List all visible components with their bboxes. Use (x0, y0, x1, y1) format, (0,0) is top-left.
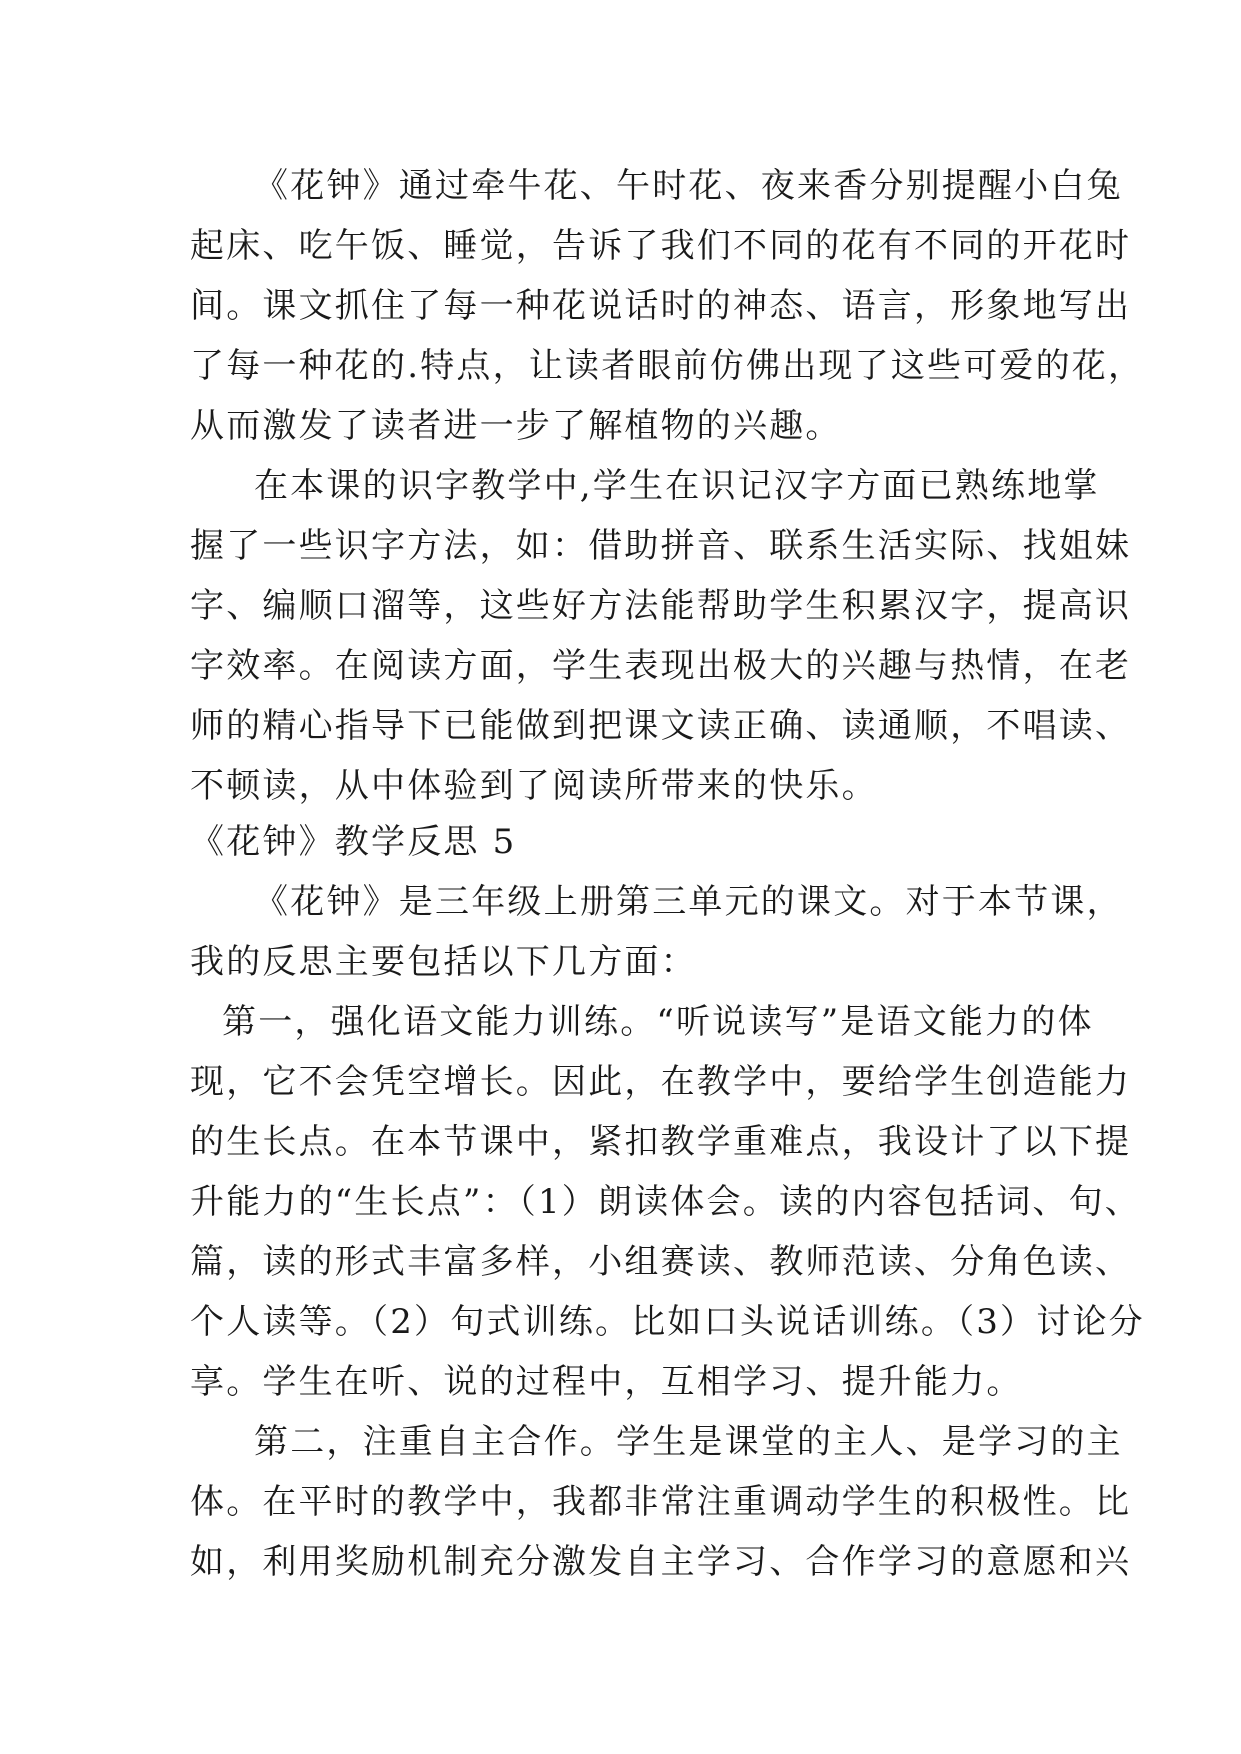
paragraph-line: 《花钟》通过牵牛花、午时花、夜来香分别提醒小白兔 (254, 166, 1123, 206)
paragraph-line: 《花钟》是三年级上册第三单元的课文。对于本节课， (254, 882, 1123, 922)
paragraph-line: 第一，强化语文能力训练。“听说读写”是语文能力的体 (222, 1002, 1094, 1042)
paragraph-line: 篇，读的形式丰富多样，小组赛读、教师范读、分角色读、 (190, 1242, 1132, 1282)
paragraph-line: 享。学生在听、说的过程中，互相学习、提升能力。 (190, 1362, 1023, 1402)
paragraph-line: 不顿读，从中体验到了阅读所带来的快乐。 (190, 766, 878, 806)
paragraph-line: 从而激发了读者进一步了解植物的兴趣。 (190, 406, 842, 446)
paragraph-line: 在本课的识字教学中,学生在识记汉字方面已熟练地掌 (254, 466, 1100, 506)
paragraph-line: 握了一些识字方法，如：借助拼音、联系生活实际、找姐妹 (190, 526, 1132, 566)
paragraph-line: 现，它不会凭空增长。因此，在教学中，要给学生创造能力 (190, 1062, 1132, 1102)
paragraph-line: 我的反思主要包括以下几方面： (190, 942, 697, 982)
paragraph-line: 如，利用奖励机制充分激发自主学习、合作学习的意愿和兴 (190, 1542, 1132, 1582)
paragraph-line: 字效率。在阅读方面，学生表现出极大的兴趣与热情，在老 (190, 646, 1132, 686)
paragraph-line: 第二，注重自主合作。学生是课堂的主人、是学习的主 (254, 1422, 1123, 1462)
paragraph-line: 字、编顺口溜等，这些好方法能帮助学生积累汉字，提高识 (190, 586, 1132, 626)
paragraph-line: 起床、吃午饭、睡觉，告诉了我们不同的花有不同的开花时 (190, 226, 1132, 266)
paragraph-line: 间。课文抓住了每一种花说话时的神态、语言，形象地写出 (190, 286, 1132, 326)
paragraph-line: 体。在平时的教学中，我都非常注重调动学生的积极性。比 (190, 1482, 1132, 1522)
paragraph-line: 的生长点。在本节课中，紧扣教学重难点，我设计了以下提 (190, 1122, 1132, 1162)
paragraph-line: 升能力的“生长点”：（1）朗读体会。读的内容包括词、句、 (190, 1182, 1141, 1222)
paragraph-line: 了每一种花的.特点，让读者眼前仿佛出现了这些可爱的花， (190, 346, 1145, 386)
section-heading: 《花钟》教学反思 5 (190, 822, 517, 862)
paragraph-line: 师的精心指导下已能做到把课文读正确、读通顺，不唱读、 (190, 706, 1132, 746)
paragraph-line: 个人读等。（2）句式训练。比如口头说话训练。（3）讨论分 (190, 1302, 1145, 1342)
